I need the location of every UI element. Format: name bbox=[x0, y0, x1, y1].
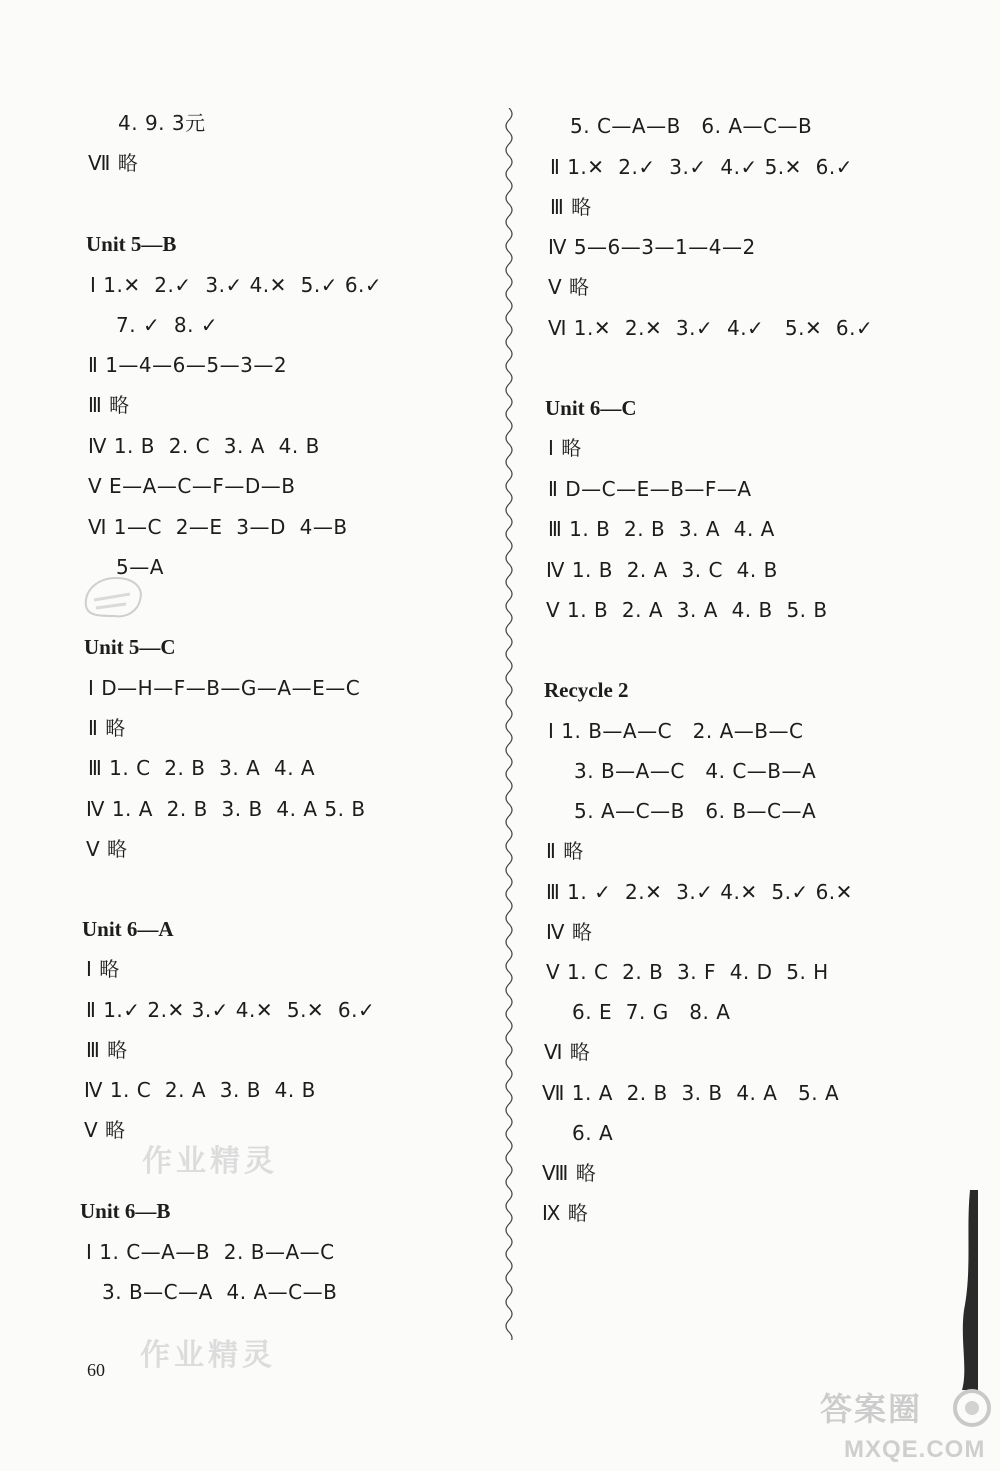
answer-line: 6. A bbox=[572, 1121, 614, 1145]
answer-line: Ⅰ D—H—F—B—G—A—E—C bbox=[88, 676, 361, 700]
answer-line: Ⅲ 略 bbox=[550, 195, 592, 219]
answer-line: Ⅴ 略 bbox=[86, 837, 128, 861]
answer-line: Ⅵ 略 bbox=[544, 1040, 591, 1064]
answer-line: Ⅵ 1—C 2—E 3—D 4—B bbox=[88, 515, 348, 539]
answer-line: Ⅴ 略 bbox=[84, 1118, 126, 1142]
answer-line: 6. E 7. G 8. A bbox=[572, 1000, 731, 1024]
section-title-recycle-2: Recycle 2 bbox=[544, 678, 629, 702]
answer-line: Ⅳ 1. B 2. A 3. C 4. B bbox=[546, 558, 778, 582]
answer-line: Ⅲ 略 bbox=[86, 1038, 128, 1062]
seal-stamp-icon bbox=[80, 570, 150, 622]
answer-line: 5. A—C—B 6. B—C—A bbox=[574, 799, 817, 823]
watermark-logo-icon bbox=[950, 1388, 996, 1428]
section-title-unit-5c: Unit 5—C bbox=[84, 635, 176, 659]
answer-line: 3. B—C—A 4. A—C—B bbox=[102, 1280, 338, 1304]
answer-line: 4. 9. 3元 bbox=[118, 111, 206, 135]
answer-line: Ⅲ 略 bbox=[88, 393, 130, 417]
answer-line: Ⅱ 略 bbox=[546, 839, 584, 863]
answer-line: 5—A bbox=[116, 555, 164, 579]
answer-line: Ⅱ 略 bbox=[88, 716, 126, 740]
answer-line: Ⅱ 1.✓ 2.✕ 3.✓ 4.✕ 5.✕ 6.✓ bbox=[86, 998, 376, 1022]
watermark-logo-text: 答案圈 bbox=[820, 1390, 923, 1428]
answer-line: Ⅶ 1. A 2. B 3. B 4. A 5. A bbox=[542, 1081, 840, 1105]
section-title-unit-6c: Unit 6—C bbox=[545, 396, 637, 420]
section-title-unit-5b: Unit 5—B bbox=[86, 232, 177, 256]
watermark-url: MXQE.COM bbox=[844, 1436, 986, 1463]
answer-line: Ⅳ 5—6—3—1—4—2 bbox=[548, 235, 756, 259]
answer-line: Ⅲ 1. B 2. B 3. A 4. A bbox=[548, 517, 775, 541]
answer-line: Ⅰ 1. C—A—B 2. B—A—C bbox=[86, 1240, 335, 1264]
answer-line: Ⅲ 1. C 2. B 3. A 4. A bbox=[88, 756, 316, 780]
answer-line: Ⅸ 略 bbox=[542, 1201, 589, 1225]
answer-line: 5. C—A—B 6. A—C—B bbox=[570, 114, 813, 138]
answer-line: Ⅶ 略 bbox=[88, 151, 139, 175]
answer-line: Ⅲ 1. ✓ 2.✕ 3.✓ 4.✕ 5.✓ 6.✕ bbox=[546, 880, 853, 904]
answer-line: Ⅳ 1. A 2. B 3. B 4. A 5. B bbox=[86, 797, 366, 821]
answer-line: Ⅴ E—A—C—F—D—B bbox=[88, 474, 296, 498]
page-edge-shadow bbox=[948, 1190, 978, 1390]
answer-line: Ⅰ 1.✕ 2.✓ 3.✓ 4.✕ 5.✓ 6.✓ bbox=[90, 273, 383, 297]
answer-line: Ⅰ 略 bbox=[86, 957, 120, 981]
watermark-stamp: 作业精灵 bbox=[140, 1338, 276, 1373]
answer-line: Ⅰ 1. B—A—C 2. A—B—C bbox=[548, 719, 804, 743]
answer-line: Ⅳ 略 bbox=[546, 920, 593, 944]
answer-line: Ⅵ 1.✕ 2.✕ 3.✓ 4.✓ 5.✕ 6.✓ bbox=[548, 316, 874, 340]
page-number: 60 bbox=[87, 1360, 105, 1380]
section-title-unit-6b: Unit 6—B bbox=[80, 1199, 171, 1223]
answer-line: Ⅴ 1. B 2. A 3. A 4. B 5. B bbox=[546, 598, 828, 622]
answer-line: 3. B—A—C 4. C—B—A bbox=[574, 759, 817, 783]
answer-line: Ⅴ 1. C 2. B 3. F 4. D 5. H bbox=[546, 960, 829, 984]
answer-line: 7. ✓ 8. ✓ bbox=[116, 313, 219, 337]
answer-line: Ⅷ 略 bbox=[542, 1161, 597, 1185]
answer-line: Ⅰ 略 bbox=[548, 436, 582, 460]
answer-line: Ⅴ 略 bbox=[548, 275, 590, 299]
column-divider bbox=[496, 108, 522, 1340]
answer-line: Ⅱ 1.✕ 2.✓ 3.✓ 4.✓ 5.✕ 6.✓ bbox=[550, 155, 853, 179]
answer-line: Ⅳ 1. C 2. A 3. B 4. B bbox=[84, 1078, 316, 1102]
watermark-stamp: 作业精灵 bbox=[142, 1144, 278, 1179]
answer-line: Ⅱ D—C—E—B—F—A bbox=[548, 477, 752, 501]
section-title-unit-6a: Unit 6—A bbox=[82, 917, 174, 941]
answer-line: Ⅳ 1. B 2. C 3. A 4. B bbox=[88, 434, 320, 458]
answer-line: Ⅱ 1—4—6—5—3—2 bbox=[88, 353, 288, 377]
